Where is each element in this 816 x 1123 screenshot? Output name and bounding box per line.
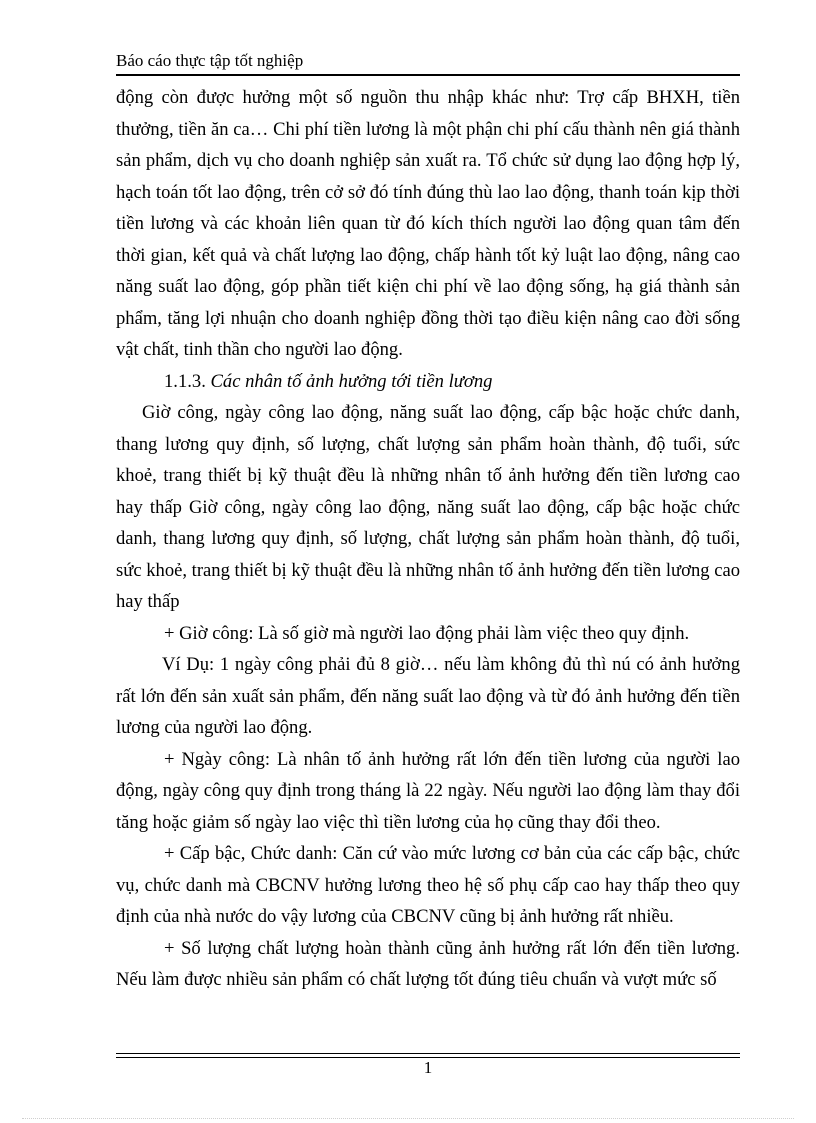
paragraph-7: + Số lượng chất lượng hoàn thành cũng ảnh hưởng rất lớn đến tiền lương. Nếu làm được nhiều sản phẩm có chất lượng tốt đúng tiêu chuẩn và vượt mức số bbox=[116, 937, 740, 990]
section-title: Các nhân tố ảnh hưởng tới tiền lương bbox=[210, 370, 493, 392]
paragraph-6: + Cấp bậc, Chức danh: Căn cứ vào mức lương cơ bản của các cấp bậc, chức vụ, chức danh mà CBCNV hưởng lương theo hệ số phụ cấp cao hay thấp theo quy định của nhà nước do vậy lương của CBCNV cũng bị ảnh hưởng rất nhiều. bbox=[116, 843, 740, 927]
paragraph-5: + Ngày công: Là nhân tố ảnh hưởng rất lớn đến tiền lương của người lao động, ngày công quy định trong tháng là 22 ngày. Nếu người lao động làm thay đổi tăng hoặc giảm số ngày lao việc thì tiền lương của họ cũng thay đổi theo. bbox=[116, 748, 740, 833]
paragraph-1: động còn được hưởng một số nguồn thu nhập khác như: Trợ cấp BHXH, tiền thưởng, tiền ăn ca… Chi phí tiền lương là một phận chi phí cấu thành nên giá thành sản phẩm, dịch vụ cho doanh nghiệp sản xuất ra. Tổ chức sử dụng lao động hợp lý, hạch toán tốt lao động, trên cở sở đó tính đúng thù lao lao động, thanh toán kịp thời tiền lương và các khoản liên quan từ đó kích thích người lao động quan tâm đến thời gian, kết quả và chất lượng lao động, chấp hành tốt kỷ luật lao động, nâng cao năng suất lao động, góp phần tiết kiện chi phí về lao động sống, hạ giá thành sản phẩm, tăng lợi nhuận cho doanh nghiệp đồng thời tạo điều kiện nâng cao đời sống vật chất, tinh thần cho người lao động. bbox=[116, 87, 740, 360]
header-title: Báo cáo thực tập tốt nghiệp bbox=[116, 51, 304, 70]
paragraph-3: + Giờ công: Là số giờ mà người lao động phải làm việc theo quy định. bbox=[164, 622, 690, 644]
paragraph-4: Ví Dụ: 1 ngày công phải đủ 8 giờ… nếu làm không đủ thì nú có ảnh hưởng rất lớn đến sản xuất sản phẩm, đến năng suất lao động và từ đó ảnh hưởng đến tiền lương của người lao động. bbox=[116, 654, 740, 738]
section-heading bbox=[116, 366, 740, 398]
document-body bbox=[116, 82, 740, 996]
page-number: 1 bbox=[423, 1058, 433, 1077]
page-header bbox=[116, 50, 740, 76]
paragraph-2: Giờ công, ngày công lao động, năng suất lao động, cấp bậc hoặc chức danh, thang lương quy định, số lượng, chất lượng sản phẩm hoàn thành, độ tuổi, sức khoẻ, trang thiết bị kỹ thuật đều là những nhân tố ảnh hưởng đến tiền lương cao hay thấp Giờ công, ngày công lao động, năng suất lao động, cấp bậc hoặc chức danh, thang lương quy định, số lượng, chất lượng sản phẩm hoàn thành, độ tuổi, sức khoẻ, trang thiết bị kỹ thuật đều là những nhân tố ảnh hưởng đến tiền lương cao hay thấp bbox=[116, 402, 740, 612]
page-edge-dots bbox=[22, 1118, 794, 1119]
section-number: 1.1.3. bbox=[164, 370, 206, 392]
